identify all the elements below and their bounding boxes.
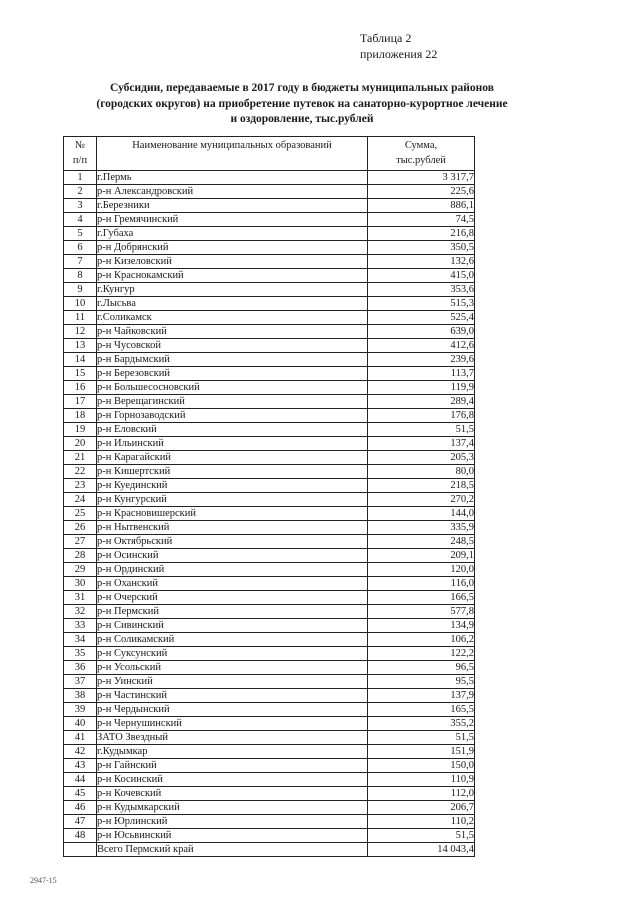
row-sum: 51,5 (368, 829, 475, 843)
row-sum: 110,9 (368, 773, 475, 787)
row-number: 28 (64, 549, 97, 563)
document-title (30, 81, 574, 128)
table-row (64, 591, 475, 605)
table-row (64, 647, 475, 661)
table-row (64, 563, 475, 577)
subsidy-table (63, 136, 475, 857)
table-row (64, 227, 475, 241)
row-number: 12 (64, 325, 97, 339)
table-row (64, 493, 475, 507)
row-number: 10 (64, 297, 97, 311)
row-number: 17 (64, 395, 97, 409)
row-name: р-н Октябрьский (97, 535, 368, 549)
table-row (64, 479, 475, 493)
row-name: р-н Горнозаводский (97, 409, 368, 423)
row-name: р-н Юрлинский (97, 815, 368, 829)
row-number: 43 (64, 759, 97, 773)
title-line-2: (городских округов) на приобретение путевок на санаторно-курортное лечение (96, 97, 508, 110)
row-name: р-н Добрянский (97, 241, 368, 255)
row-number: 25 (64, 507, 97, 521)
row-sum: 112,0 (368, 787, 475, 801)
row-sum: 134,9 (368, 619, 475, 633)
table-row (64, 171, 475, 185)
row-number: 13 (64, 339, 97, 353)
row-number: 2 (64, 185, 97, 199)
row-number: 34 (64, 633, 97, 647)
row-sum: 218,5 (368, 479, 475, 493)
row-number: 6 (64, 241, 97, 255)
row-sum: 110,2 (368, 815, 475, 829)
row-sum: 525,4 (368, 311, 475, 325)
table-row (64, 549, 475, 563)
table-row (64, 675, 475, 689)
row-number: 19 (64, 423, 97, 437)
row-number: 40 (64, 717, 97, 731)
row-sum: 150,0 (368, 759, 475, 773)
table-header-row (64, 137, 475, 171)
row-sum: 96,5 (368, 661, 475, 675)
row-sum: 412,6 (368, 339, 475, 353)
row-name: р-н Чайковский (97, 325, 368, 339)
row-sum: 216,8 (368, 227, 475, 241)
row-name: р-н Юсьвинский (97, 829, 368, 843)
table-row (64, 185, 475, 199)
row-name: р-н Чусовской (97, 339, 368, 353)
row-name: р-н Суксунский (97, 647, 368, 661)
row-number: 24 (64, 493, 97, 507)
row-number: 33 (64, 619, 97, 633)
table-row (64, 367, 475, 381)
row-name: г.Соликамск (97, 311, 368, 325)
row-number: 27 (64, 535, 97, 549)
table-row (64, 787, 475, 801)
row-sum: 205,3 (368, 451, 475, 465)
annex-reference (360, 30, 437, 62)
table-row (64, 703, 475, 717)
row-number: 39 (64, 703, 97, 717)
row-name: р-н Большесосновский (97, 381, 368, 395)
table-row (64, 605, 475, 619)
header-number: № п/п (64, 137, 97, 171)
annex-table-number: Таблица 2 (360, 31, 412, 45)
row-number: 16 (64, 381, 97, 395)
table-row (64, 339, 475, 353)
row-sum: 270,2 (368, 493, 475, 507)
row-name: р-н Ильинский (97, 437, 368, 451)
row-number: 26 (64, 521, 97, 535)
row-sum: 515,3 (368, 297, 475, 311)
row-sum: 120,0 (368, 563, 475, 577)
row-number: 47 (64, 815, 97, 829)
row-name: р-н Верещагинский (97, 395, 368, 409)
row-number: 22 (64, 465, 97, 479)
row-name: р-н Соликамский (97, 633, 368, 647)
row-number: 29 (64, 563, 97, 577)
table-row (64, 633, 475, 647)
row-sum: 137,9 (368, 689, 475, 703)
title-line-1: Субсидии, передаваемые в 2017 году в бюджеты муниципальных районов (110, 82, 494, 94)
row-name: р-н Кунгурский (97, 493, 368, 507)
table-row (64, 423, 475, 437)
document-code: 2947-15 (30, 876, 57, 885)
header-name: Наименование муниципальных образований (97, 137, 368, 171)
table-row (64, 535, 475, 549)
row-number: 36 (64, 661, 97, 675)
row-number: 31 (64, 591, 97, 605)
row-number: 48 (64, 829, 97, 843)
row-sum: 335,9 (368, 521, 475, 535)
row-number: 15 (64, 367, 97, 381)
row-number: 38 (64, 689, 97, 703)
table-row (64, 507, 475, 521)
row-name: р-н Уинский (97, 675, 368, 689)
table-row (64, 409, 475, 423)
row-name: р-н Пермский (97, 605, 368, 619)
row-sum: 415,0 (368, 269, 475, 283)
table-row (64, 731, 475, 745)
row-name: р-н Сивинский (97, 619, 368, 633)
row-sum: 137,4 (368, 437, 475, 451)
row-number: 46 (64, 801, 97, 815)
row-number: 23 (64, 479, 97, 493)
row-name: р-н Косинский (97, 773, 368, 787)
title-line-3: и оздоровление, тыс.рублей (230, 113, 374, 125)
table-row (64, 773, 475, 787)
row-name: р-н Кизеловский (97, 255, 368, 269)
annex-appendix-number: приложения 22 (360, 47, 438, 61)
row-number: 7 (64, 255, 97, 269)
table-row (64, 815, 475, 829)
row-sum: 3 317,7 (368, 171, 475, 185)
row-name: р-н Гайнский (97, 759, 368, 773)
row-sum: 355,2 (368, 717, 475, 731)
row-sum: 206,7 (368, 801, 475, 815)
row-name: р-н Куединский (97, 479, 368, 493)
row-sum: 176,8 (368, 409, 475, 423)
table-row (64, 353, 475, 367)
row-sum: 132,6 (368, 255, 475, 269)
row-name: р-н Ординский (97, 563, 368, 577)
row-name: р-н Кочевский (97, 787, 368, 801)
row-sum: 165,5 (368, 703, 475, 717)
table-row (64, 381, 475, 395)
row-name: р-н Красновишерский (97, 507, 368, 521)
row-number: 42 (64, 745, 97, 759)
row-name: р-н Еловский (97, 423, 368, 437)
row-name: р-н Березовский (97, 367, 368, 381)
row-sum: 51,5 (368, 731, 475, 745)
row-number: 3 (64, 199, 97, 213)
row-sum: 248,5 (368, 535, 475, 549)
row-name: г.Березники (97, 199, 368, 213)
table-row (64, 661, 475, 675)
total-sum: 14 043,4 (368, 843, 475, 857)
table-row (64, 689, 475, 703)
row-name: г.Лысьва (97, 297, 368, 311)
row-sum: 80,0 (368, 465, 475, 479)
row-number: 21 (64, 451, 97, 465)
row-sum: 239,6 (368, 353, 475, 367)
table-row (64, 745, 475, 759)
row-number: 35 (64, 647, 97, 661)
row-sum: 113,7 (368, 367, 475, 381)
row-name: р-н Чердынский (97, 703, 368, 717)
row-sum: 350,5 (368, 241, 475, 255)
row-name: р-н Усольский (97, 661, 368, 675)
row-number: 41 (64, 731, 97, 745)
row-number: 8 (64, 269, 97, 283)
row-name: г.Кунгур (97, 283, 368, 297)
row-sum: 209,1 (368, 549, 475, 563)
row-sum: 353,6 (368, 283, 475, 297)
table-row (64, 199, 475, 213)
row-sum: 289,4 (368, 395, 475, 409)
row-sum: 74,5 (368, 213, 475, 227)
total-label: Всего Пермский край (97, 843, 368, 857)
row-name: р-н Нытвенский (97, 521, 368, 535)
row-number: 37 (64, 675, 97, 689)
row-number: 1 (64, 171, 97, 185)
row-sum: 577,8 (368, 605, 475, 619)
row-number: 20 (64, 437, 97, 451)
row-name: р-н Гремячинский (97, 213, 368, 227)
row-name: р-н Очерский (97, 591, 368, 605)
row-name: р-н Частинский (97, 689, 368, 703)
row-name: р-н Кишертский (97, 465, 368, 479)
row-number: 11 (64, 311, 97, 325)
table-row (64, 283, 475, 297)
row-name: г.Кудымкар (97, 745, 368, 759)
table-row (64, 451, 475, 465)
table-body (64, 171, 475, 843)
row-number: 30 (64, 577, 97, 591)
row-name: г.Губаха (97, 227, 368, 241)
table-row (64, 619, 475, 633)
table-row (64, 325, 475, 339)
row-name: р-н Оханский (97, 577, 368, 591)
row-number: 18 (64, 409, 97, 423)
row-name: ЗАТО Звездный (97, 731, 368, 745)
row-sum: 106,2 (368, 633, 475, 647)
row-number: 5 (64, 227, 97, 241)
row-sum: 144,0 (368, 507, 475, 521)
table-row (64, 213, 475, 227)
row-name: р-н Карагайский (97, 451, 368, 465)
row-number: 32 (64, 605, 97, 619)
table-row (64, 269, 475, 283)
row-sum: 166,5 (368, 591, 475, 605)
total-row (64, 843, 475, 857)
row-name: г.Пермь (97, 171, 368, 185)
total-empty-cell (64, 843, 97, 857)
table-row (64, 577, 475, 591)
row-number: 4 (64, 213, 97, 227)
row-name: р-н Краснокамский (97, 269, 368, 283)
header-sum: Сумма, тыс.рублей (368, 137, 475, 171)
row-sum: 95,5 (368, 675, 475, 689)
table-row (64, 801, 475, 815)
row-number: 14 (64, 353, 97, 367)
row-sum: 119,9 (368, 381, 475, 395)
row-name: р-н Осинский (97, 549, 368, 563)
table-row (64, 311, 475, 325)
table-row (64, 521, 475, 535)
row-number: 9 (64, 283, 97, 297)
row-number: 44 (64, 773, 97, 787)
row-sum: 225,6 (368, 185, 475, 199)
row-sum: 116,0 (368, 577, 475, 591)
table-row (64, 297, 475, 311)
table-row (64, 759, 475, 773)
table-row (64, 241, 475, 255)
row-number: 45 (64, 787, 97, 801)
row-name: р-н Кудымкарский (97, 801, 368, 815)
table-row (64, 255, 475, 269)
table-row (64, 829, 475, 843)
row-sum: 151,9 (368, 745, 475, 759)
table-row (64, 717, 475, 731)
row-name: р-н Чернушинский (97, 717, 368, 731)
table-row (64, 395, 475, 409)
row-sum: 122,2 (368, 647, 475, 661)
row-sum: 886,1 (368, 199, 475, 213)
row-name: р-н Александровский (97, 185, 368, 199)
row-sum: 51,5 (368, 423, 475, 437)
row-name: р-н Бардымский (97, 353, 368, 367)
table-row (64, 437, 475, 451)
table-row (64, 465, 475, 479)
row-sum: 639,0 (368, 325, 475, 339)
